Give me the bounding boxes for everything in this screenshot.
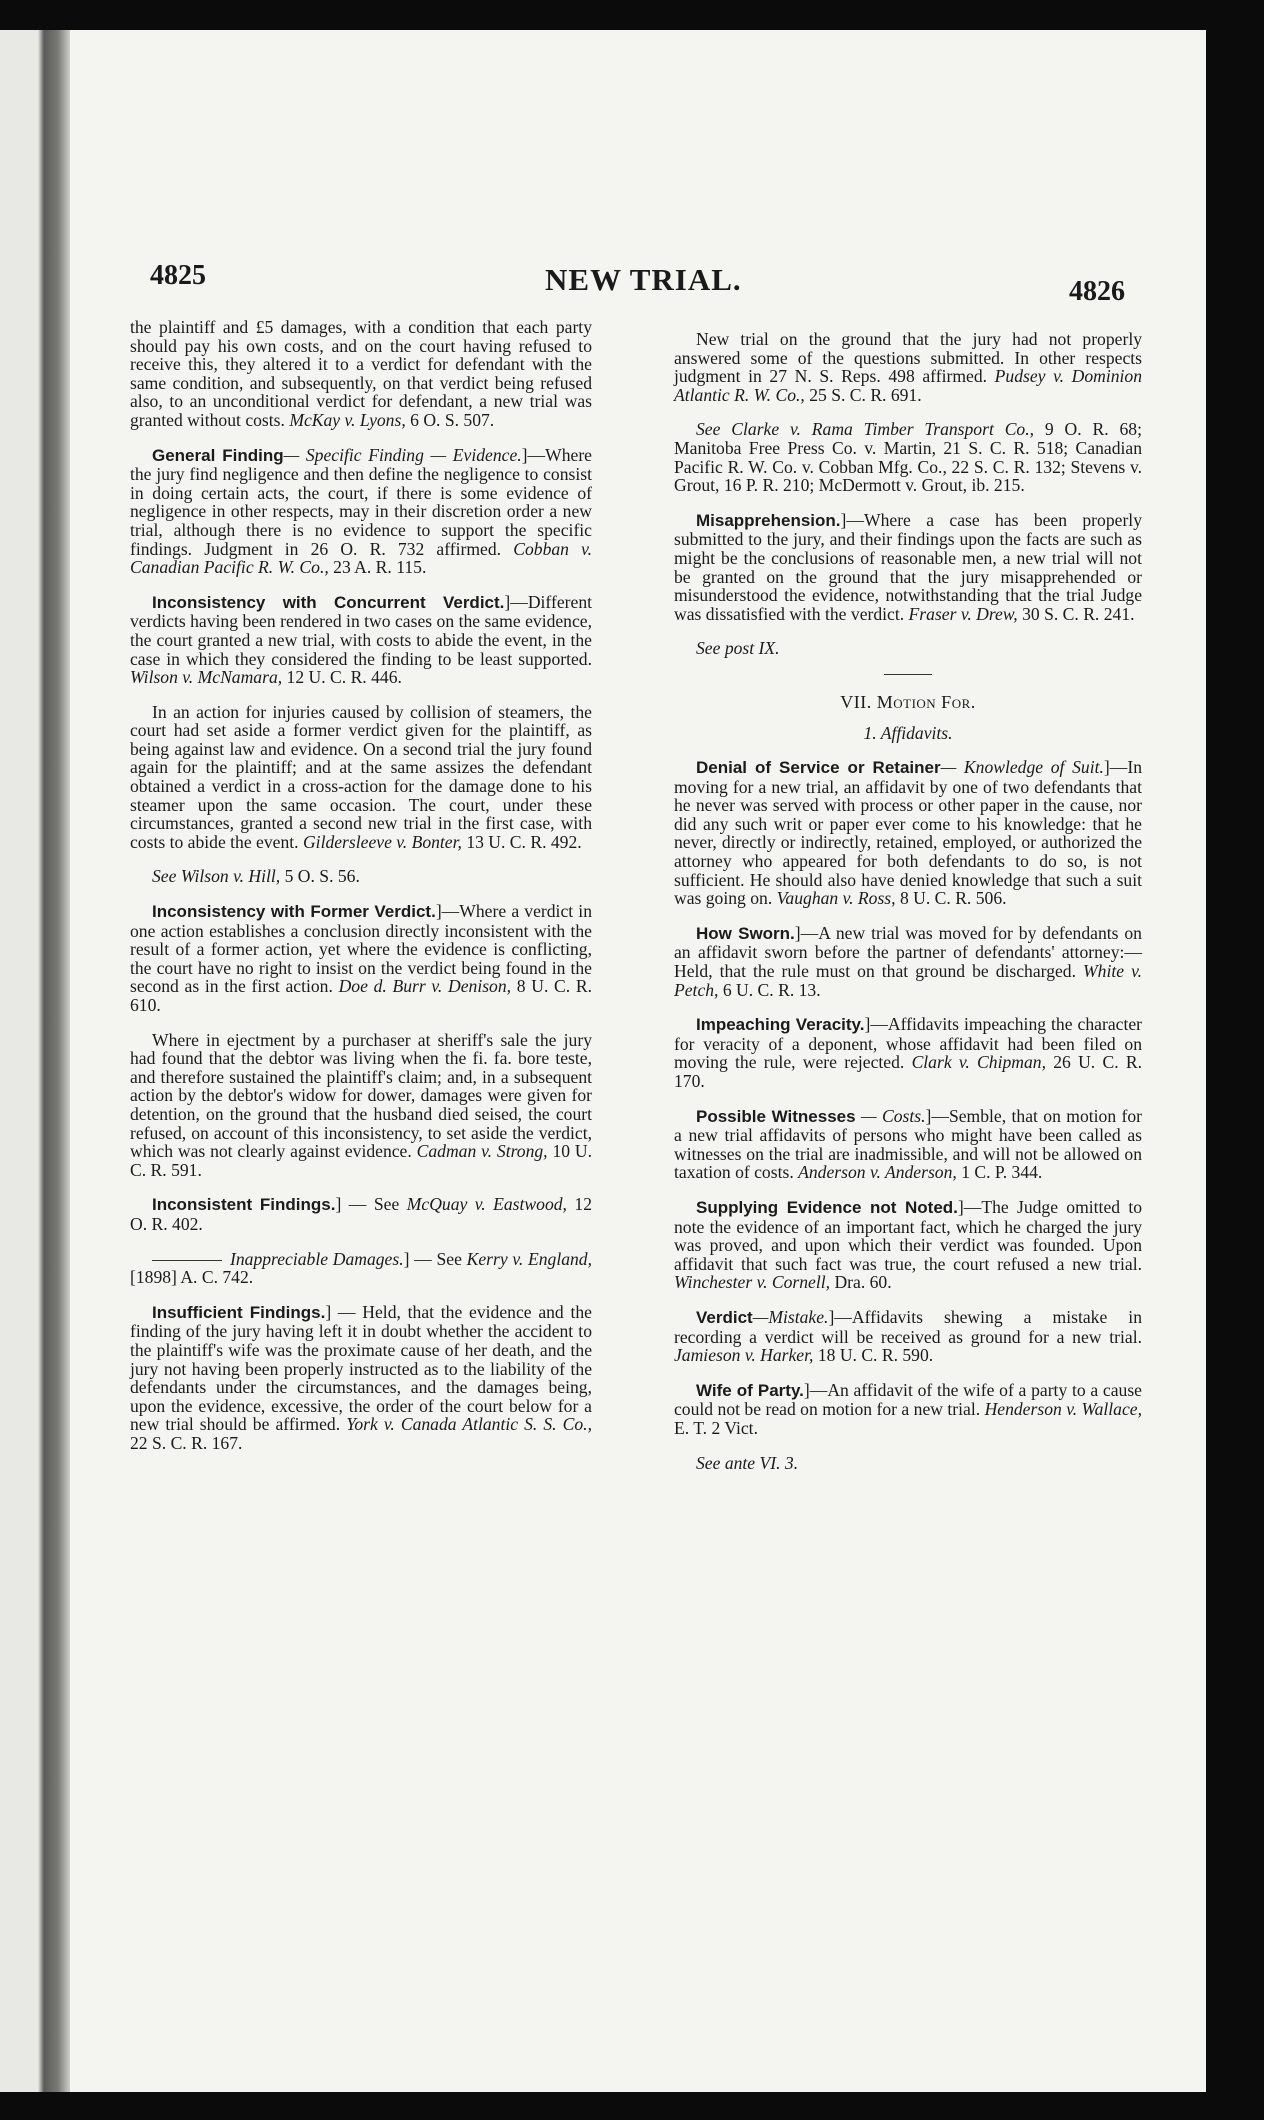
entry-text: ]—Affidavits impeaching the character for veracity of a deponent, whose affidavit had been filed on moving the rule, were rejected. (674, 1014, 1142, 1073)
see-also-entry (130, 867, 592, 886)
citation: [1898] A. C. 742. (130, 1267, 254, 1288)
case-name: Winchester v. Cornell, (674, 1272, 831, 1293)
entry-text: ] — See (335, 1194, 400, 1215)
case-name: Clark v. Chipman, (911, 1052, 1046, 1073)
digest-entry (674, 1308, 1142, 1365)
entry-heading: How Sworn. (696, 923, 795, 943)
digest-entry (674, 330, 1142, 404)
entry-text: New trial on the ground that the jury had not properly answered some of the questions submitted. In other respects judgment in 27 N. S. Reps. 498 affirmed. (674, 329, 1142, 387)
case-name: McQuay v. Eastwood, (406, 1194, 567, 1215)
case-name: Doe d. Burr v. Denison, (338, 976, 512, 997)
cross-reference (674, 1454, 1142, 1473)
cross-reference-text: See ante VI. 3. (696, 1452, 799, 1473)
entry-text: ]—In moving for a new trial, an affidavit by one of two defendants that he never was served with process or other paper in the cause, nor did any such writ or paper ever come to his knowledge: that he never, directly or indirectly, retained, employed, or authorized the attorney who appeared for both defendants to do so, is not sufficient. He should also have denied knowledge that such a suit was going on. (674, 757, 1142, 909)
case-name: Wilson v. McNamara, (130, 667, 283, 688)
citation: 6 U. C. R. 13. (722, 979, 821, 1000)
entry-text: ]—Where a verdict in one action establishes a conclusion directly inconsistent with the result of a former action, yet where the evidence is conflicting, the court have no right to insist on the verdict being found in the second as in the first action. (130, 901, 592, 997)
entry-text: ]—Where the jury find negligence and then define the negligence to consist in doing certain acts, the court, if there is some evidence of negligence in other respects, may in their discretion order a new trial, although there is no evidence to support the specific findings. Judgment in 26 O. R. 732 affirmed. (130, 444, 592, 559)
citation: 1 C. P. 344. (961, 1162, 1043, 1183)
right-column (674, 330, 1142, 1488)
right-page-number: 4826 (1069, 276, 1125, 307)
digest-entry (674, 924, 1142, 999)
case-name: White v. Petch, (674, 961, 1142, 1000)
citation: 9 O. R. 68; Manitoba Free Press Co. v. Martin, 21 S. C. R. 518; Canadian Pacific R. W. Co. v. Cobban Mfg. Co., 22 S. C. R. 132; Stevens v. Grout, 16 P. R. 210; McDermott v. Grout, ib. 215. (674, 419, 1142, 496)
citation: 5 O. S. 56. (284, 866, 360, 887)
digest-entry (130, 446, 592, 577)
entry-text: ] — See (403, 1248, 462, 1269)
citation: 12 U. C. R. 446. (286, 667, 402, 688)
entry-heading: Possible Witnesses (696, 1106, 856, 1126)
entry-text: Where in ejectment by a purchaser at sheriff's sale the jury had found that the debtor was living when the fi. fa. bore teste, and therefore sustained the plaintiff's claim; and, in a subsequent action by the debtor's widow for dower, damages were given for detention, on the ground that the husband died seised, the court refused, on account of this inconsistency, to set aside the verdict, which was not clearly against evidence. (130, 1029, 592, 1162)
digest-entry (674, 1381, 1142, 1438)
digest-entry (674, 1198, 1142, 1292)
citation: 22 S. C. R. 167. (130, 1432, 243, 1453)
running-title: NEW TRIAL. (545, 262, 742, 297)
case-name: Jamieson v. Harker, (674, 1345, 814, 1366)
citation: Dra. 60. (834, 1272, 892, 1293)
see-also-entry (674, 420, 1142, 494)
case-name: York v. Canada Atlantic S. S. Co., (346, 1414, 592, 1435)
entry-subheading: — Specific Finding — Evidence. (283, 444, 522, 465)
entry-text: ]—Where a case has been properly submitted to the jury, and their findings upon the facts are such as might be the conclusions of reasonable men, a new trial will not be granted on the ground that the jury misapprehended or misunderstood the evidence, notwithstanding that the trial Judge was dissatisfied with the verdict. (674, 509, 1142, 624)
case-name: Kerry v. England, (466, 1248, 592, 1269)
cross-reference-text: See post IX. (696, 638, 780, 659)
entry-heading: Inconsistency with Concurrent Verdict. (152, 592, 505, 612)
digest-entry (674, 511, 1142, 624)
entry-subheading: Inappreciable Damages. (230, 1248, 404, 1269)
case-name: Fraser v. Drew, (908, 603, 1018, 624)
ditto-dash (152, 1260, 222, 1261)
entry-heading: Insufficient Findings. (152, 1302, 326, 1322)
entry-heading: Supplying Evidence not Noted. (696, 1197, 958, 1217)
case-name: Wilson v. Hill, (180, 866, 281, 887)
digest-entry (130, 1031, 592, 1180)
entry-heading: General Finding (152, 445, 284, 465)
citation: 26 U. C. R. 170. (674, 1052, 1142, 1091)
entry-heading: Inconsistency with Former Verdict. (152, 902, 436, 922)
case-name: Pudsey v. Dominion Atlantic R. W. Co., (674, 366, 1142, 405)
left-page-number: 4825 (150, 260, 206, 291)
entry-subheading: — Costs. (855, 1105, 926, 1126)
citation: 13 U. C. R. 492. (466, 831, 582, 852)
case-name: Cadman v. Strong, (416, 1141, 548, 1162)
right-column-entries-top (674, 330, 1142, 658)
book-spine-shadow (0, 30, 70, 2092)
entry-text: the plaintiff and £5 damages, with a condition that each party should pay his own costs, and on the court having refused to receive this, they altered it to a verdict for defendant with the same condition, and subsequently, on that verdict being refused also, to an unconditional verdict for defendant, a new trial was granted without costs. (130, 317, 592, 430)
entry-heading: Verdict (696, 1307, 753, 1327)
digest-entry (130, 593, 592, 687)
digest-entry (130, 703, 592, 852)
section-divider (884, 674, 932, 675)
citation: 18 U. C. R. 590. (817, 1345, 934, 1366)
entry-text: ]—Affidavits shewing a mistake in recording a verdict will be received as ground for a new trial. (674, 1306, 1142, 1347)
case-name: Cobban v. Canadian Pacific R. W. Co., (130, 538, 593, 578)
entry-text: ]—Different verdicts having been rendered in two cases on the same evidence, the court granted a new trial, with costs to abide the event, in the case in which they considered the finding to be least supported. (130, 591, 592, 669)
left-column (130, 318, 592, 1468)
entry-subheading: — Knowledge of Suit. (940, 757, 1104, 778)
citation: 8 U. C. R. 506. (899, 888, 1007, 909)
entry-heading: Impeaching Veracity. (696, 1015, 865, 1035)
digest-entry (130, 1250, 592, 1287)
digest-entry (130, 1303, 592, 1453)
citation: 25 S. C. R. 691. (809, 384, 922, 405)
citation: 12 O. R. 402. (130, 1194, 593, 1234)
book-page (0, 30, 1206, 2092)
citation: 23 A. R. 115. (333, 557, 427, 578)
entry-text: ]—Semble, that on motion for a new trial affidavits of persons who might have been called as witnesses on the trial are inadmissible, and will not be allowed on taxation of costs. (674, 1105, 1143, 1183)
entry-text: In an action for injuries caused by collision of steamers, the court had set aside a former verdict given for the plaintiff, as being against law and evidence. On a second trial the jury found again for the plaintiff; and at the same assizes the defendant obtained a verdict in a cross-action for the damage done to his steamer upon the same occasion. The court, under these circumstances, granted a second new trial in the first case, with costs to abide the event. (130, 701, 592, 852)
citation: 30 S. C. R. 241. (1022, 603, 1135, 624)
entry-text: ]—The Judge omitted to note the evidence of an important fact, which he charged the jury was proved, and upon which their verdict was founded. Upon affidavit that such fact was true, the court refused a new trial. (674, 1196, 1142, 1274)
digest-entry (674, 1015, 1142, 1090)
cross-reference (674, 639, 1142, 658)
citation: 10 U. C. R. 591. (130, 1141, 592, 1180)
digest-entry (130, 318, 592, 430)
digest-entry (130, 902, 592, 1015)
citation: E. T. 2 Vict. (674, 1417, 758, 1438)
see-prefix: See (152, 866, 177, 887)
right-column-entries-bottom (674, 758, 1142, 1472)
subsection-title: 1. Affidavits. (863, 722, 953, 743)
entry-subheading: —Mistake. (752, 1306, 829, 1327)
entry-text: ]—An affidavit of the wife of a party to a cause could not be read on motion for a new trial. (674, 1379, 1142, 1420)
entry-text: ] — Held, that the evidence and the finding of the jury having left it in doubt whether the accident to the plaintiff's wife was the proximate cause of her death, and the jury not having been properly instructed as to the liability of the defendants under the circumstances, and the damages being, upon the evidence, excessive, the order of the court below for a new trial should be affirmed. (130, 1301, 592, 1435)
entry-text: ]—A new trial was moved for by defendants on an affidavit sworn before the partner of defendants' attorney:—Held, that the rule must on that ground be discharged. (674, 922, 1142, 982)
digest-entry (674, 1107, 1142, 1182)
case-name: Clarke v. Rama Timber Transport Co., (731, 419, 1035, 440)
entry-heading: Denial of Service or Retainer (696, 758, 941, 778)
citation: 8 U. C. R. 610. (130, 976, 592, 1015)
entry-heading: Wife of Party. (696, 1380, 804, 1400)
citation: 6 O. S. 507. (410, 409, 495, 430)
case-name: Henderson v. Wallace, (984, 1399, 1142, 1420)
case-name: Anderson v. Anderson, (798, 1162, 957, 1183)
running-head (150, 230, 1125, 307)
section-title: VII. Motion For. (840, 691, 976, 712)
digest-entry (130, 1195, 592, 1233)
digest-entry (674, 758, 1142, 908)
entry-heading: Misapprehension. (696, 510, 841, 530)
case-name: Gildersleeve v. Bonter, (302, 831, 462, 852)
see-prefix: See (696, 419, 721, 440)
entry-heading: Inconsistent Findings. (152, 1195, 336, 1215)
case-name: Vaughan v. Ross, (776, 888, 896, 909)
case-name: McKay v. Lyons, (289, 409, 406, 430)
